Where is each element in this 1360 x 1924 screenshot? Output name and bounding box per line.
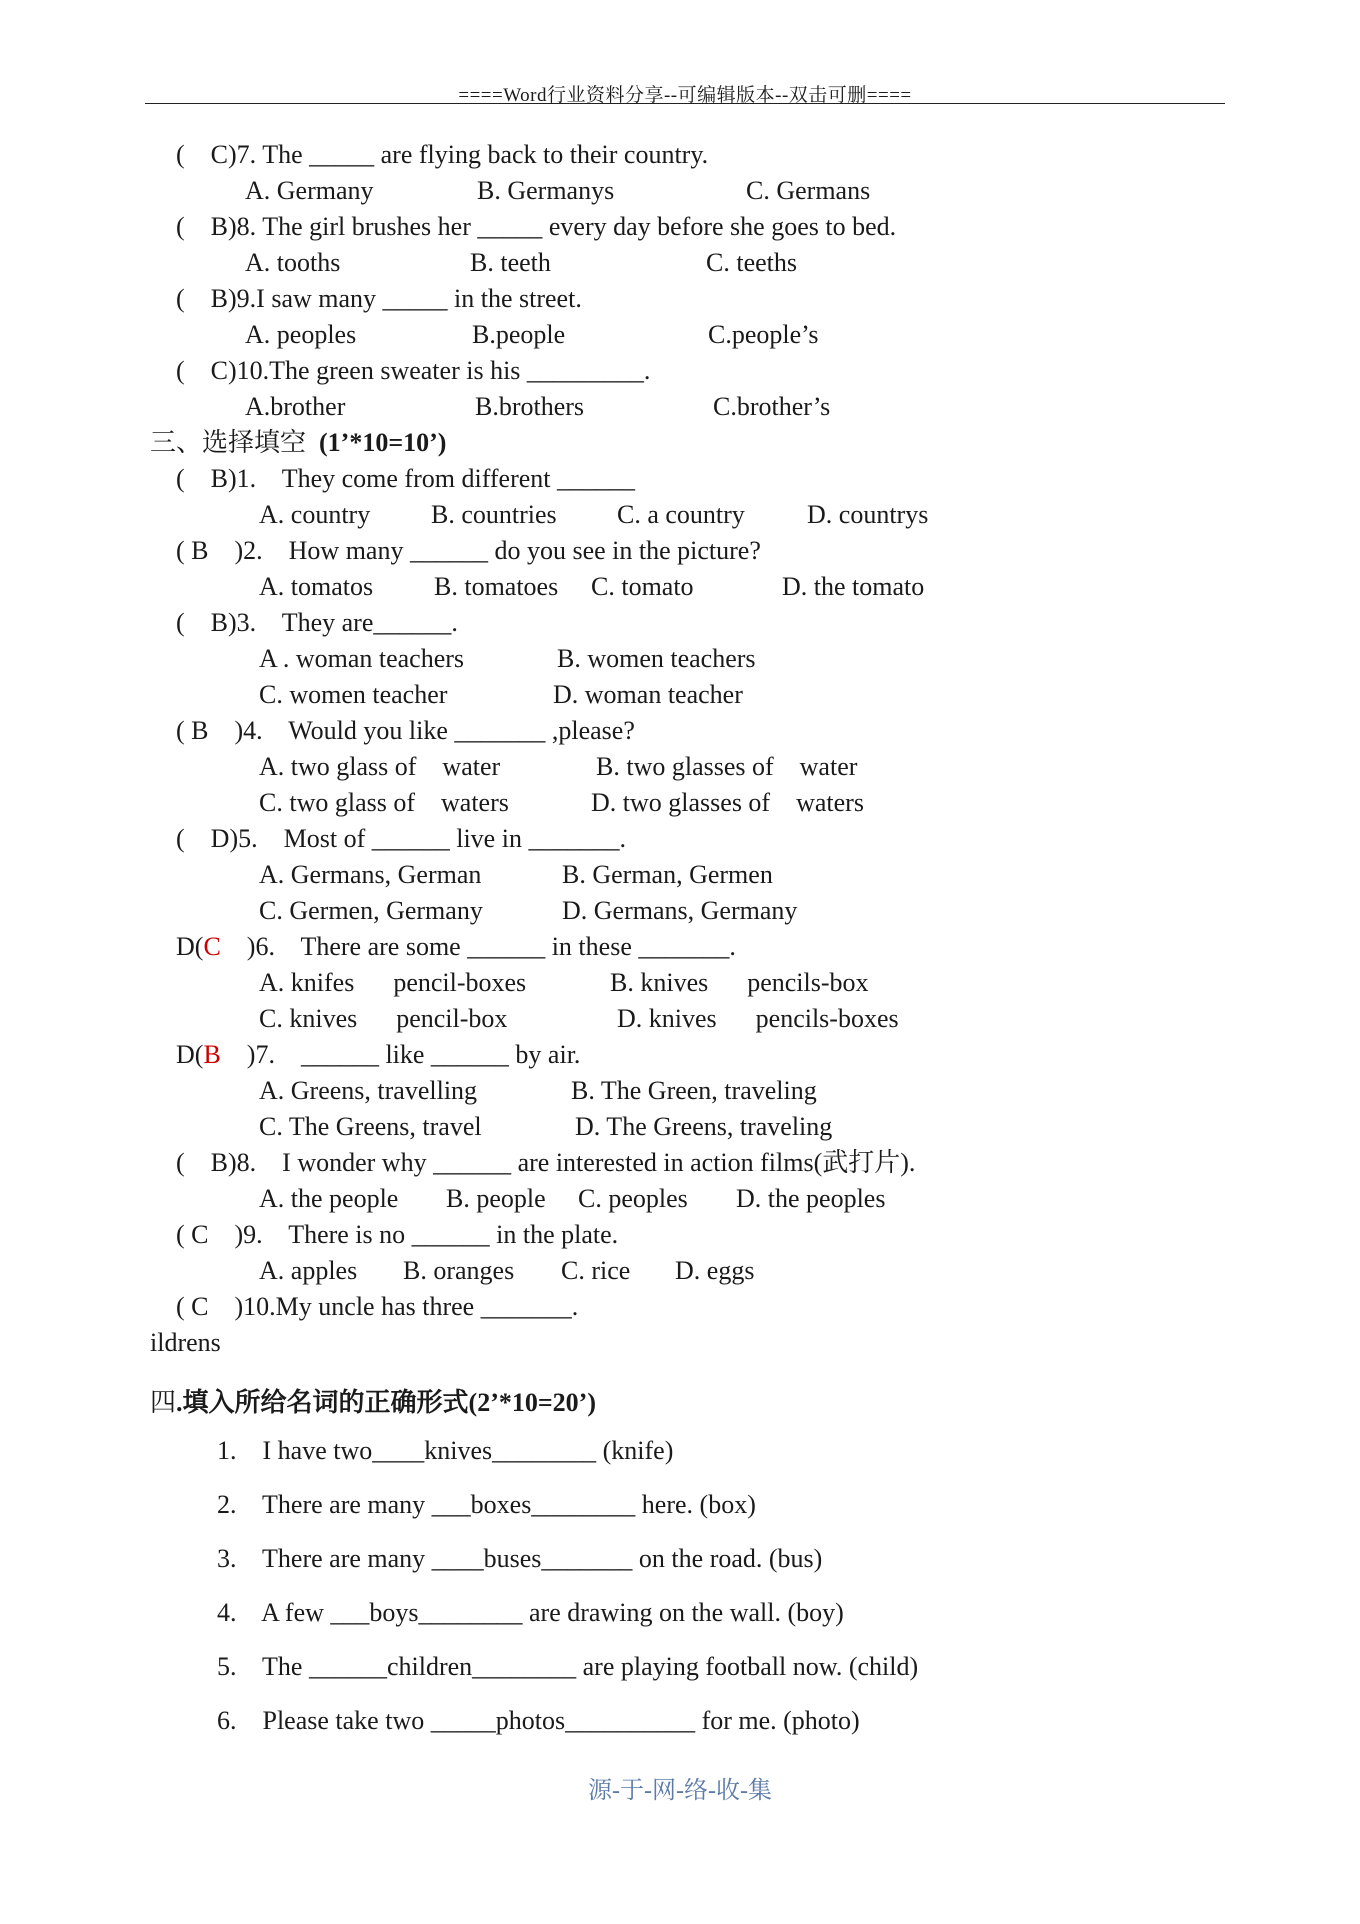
question-2: ( B )2. How many ______ do you see in the picture?	[176, 536, 761, 565]
option-a: A. Greens, travelling	[259, 1076, 478, 1105]
option-b: B. oranges	[403, 1256, 515, 1285]
question-9: ( B)9.I saw many _____ in the street.	[176, 284, 582, 313]
answer-mark: C	[203, 932, 221, 961]
option-d: D. eggs	[675, 1256, 755, 1285]
option-d: D. the tomato	[782, 572, 925, 601]
question-8: ( B)8. The girl brushes her _____ every day before she goes to bed.	[176, 212, 897, 241]
option-a: A. tomatos	[259, 572, 374, 601]
option-c: C. Germans	[746, 176, 871, 205]
option-c: C. Germen, Germany	[259, 896, 483, 925]
option-a: A. peoples	[245, 320, 357, 349]
option-b: B. two glasses of water	[596, 752, 858, 781]
text-fragment: ildrens	[150, 1328, 221, 1357]
option-c: C.people’s	[708, 320, 819, 349]
option-b: B. teeth	[470, 248, 551, 277]
option-d: D. woman teacher	[553, 680, 743, 709]
option-c: C. peoples	[578, 1184, 688, 1213]
option-b: B. tomatoes	[434, 572, 559, 601]
option-a: A. apples	[259, 1256, 358, 1285]
option-a: A. two glass of water	[259, 752, 501, 781]
option-d: D. two glasses of waters	[591, 788, 864, 817]
question-10: ( C )10.My uncle has three _______.	[176, 1292, 579, 1321]
header-rule	[145, 103, 1225, 104]
fill-item-3: 3. There are many ____buses_______ on the road. (bus)	[217, 1544, 823, 1573]
option-c: C. tomato	[591, 572, 694, 601]
option-c: C. The Greens, travel	[259, 1112, 482, 1141]
question-1: ( B)1. They come from different ______	[176, 464, 636, 493]
option-a: A.brother	[245, 392, 346, 421]
answer-mark: B	[203, 1040, 221, 1069]
option-c: C. a country	[617, 500, 745, 529]
fill-item-5: 5. The ______children________ are playing football now. (child)	[217, 1652, 919, 1681]
option-a: A. the people	[259, 1184, 399, 1213]
option-d: D. the peoples	[736, 1184, 886, 1213]
option-b: B. German, Germen	[562, 860, 773, 889]
page-footer: 源-于-网-络-收-集	[588, 1778, 772, 1804]
question-3: ( B)3. They are______.	[176, 608, 458, 637]
option-c: C. teeths	[706, 248, 797, 277]
option-a: A. knifes pencil-boxes	[259, 968, 527, 997]
option-b: B. countries	[431, 500, 557, 529]
fill-item-2: 2. There are many ___boxes________ here. (box)	[217, 1490, 756, 1519]
question-7: ( C)7. The _____ are flying back to their country.	[176, 140, 709, 169]
fill-item-6: 6. Please take two _____photos__________ for me. (photo)	[217, 1706, 860, 1735]
page-header: ====Word行业资料分享--可编辑版本--双击可删====	[458, 85, 912, 106]
option-b: B. women teachers	[557, 644, 756, 673]
question-9: ( C )9. There is no ______ in the plate.	[176, 1220, 619, 1249]
option-a: A. Germans, German	[259, 860, 482, 889]
question-10: ( C)10.The green sweater is his _________.	[176, 356, 651, 385]
option-b: B. knives pencils-box	[610, 968, 869, 997]
fill-item-4: 4. A few ___boys________ are drawing on the wall. (boy)	[217, 1598, 844, 1627]
option-a: A. country	[259, 500, 371, 529]
option-c: C. women teacher	[259, 680, 448, 709]
option-c: C. rice	[561, 1256, 631, 1285]
option-b: B.people	[472, 320, 566, 349]
option-d: D. countrys	[807, 500, 929, 529]
option-c: C.brother’s	[713, 392, 831, 421]
option-b: B.brothers	[475, 392, 585, 421]
option-d: D. knives pencils-boxes	[617, 1004, 899, 1033]
fill-item-1: 1. I have two____knives________ (knife)	[217, 1436, 674, 1465]
question-4: ( B )4. Would you like _______ ,please?	[176, 716, 635, 745]
option-c: C. two glass of waters	[259, 788, 509, 817]
question-6: D(C )6. There are some ______ in these _______.	[176, 932, 736, 961]
option-d: D. The Greens, traveling	[575, 1112, 833, 1141]
option-b: B. people	[446, 1184, 546, 1213]
option-a: A. tooths	[245, 248, 341, 277]
section-4-title: 四.填入所给名词的正确形式(2’*10=20’)	[150, 1388, 596, 1417]
option-b: B. Germanys	[477, 176, 615, 205]
question-5: ( D)5. Most of ______ live in _______.	[176, 824, 626, 853]
option-a: A . woman teachers	[259, 644, 465, 673]
option-b: B. The Green, traveling	[571, 1076, 817, 1105]
question-8: ( B)8. I wonder why ______ are interested in action films(武打片).	[176, 1148, 916, 1177]
option-c: C. knives pencil-box	[259, 1004, 508, 1033]
option-a: A. Germany	[245, 176, 374, 205]
option-d: D. Germans, Germany	[562, 896, 798, 925]
section-3-title: 三、选择填空 (1’*10=10’)	[150, 428, 447, 457]
question-7: D(B )7. ______ like ______ by air.	[176, 1040, 581, 1069]
